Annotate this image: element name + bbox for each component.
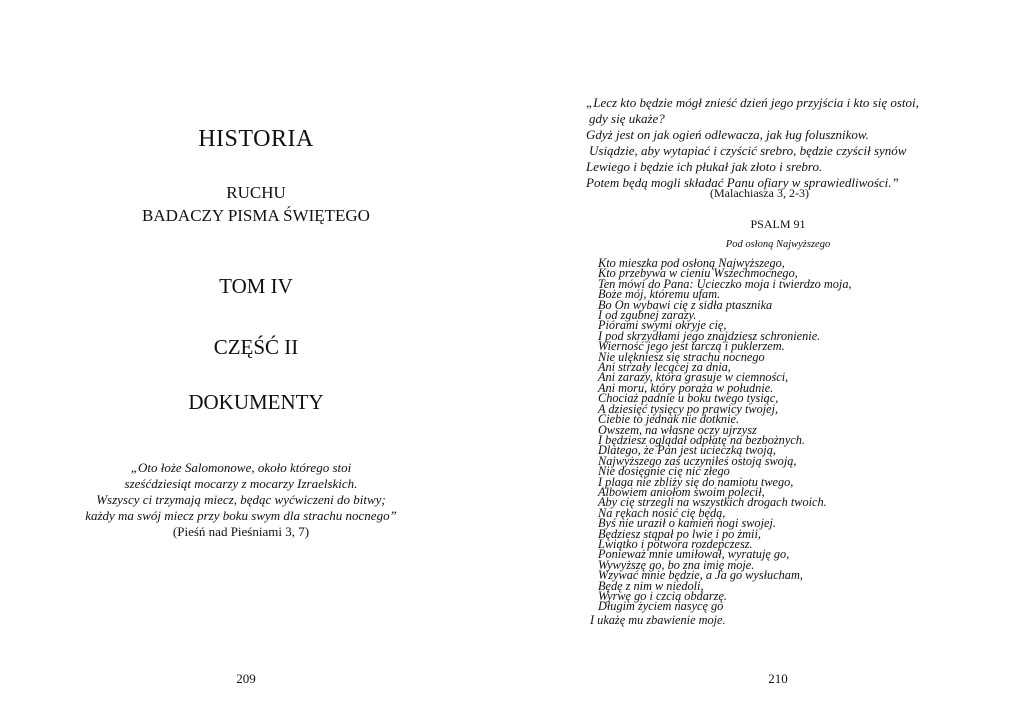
book-subtitle-line-2: BADACZY PISMA ŚWIĘTEGO xyxy=(142,206,370,225)
psalm-line: Ten mówi do Pana: Ucieczko moja i twierdzo moja, xyxy=(598,276,852,291)
malachi-quote xyxy=(586,95,1016,191)
page-number-left: 209 xyxy=(236,671,256,686)
motto-line: „Oto łoże Salomonowe, około którego stoi xyxy=(130,460,352,475)
volume-heading: TOM IV xyxy=(219,274,293,298)
psalm-line: Bo On wybawi cię z sidła ptasznika xyxy=(598,297,773,312)
psalm-line: I od zgubnej zarazy. xyxy=(598,308,697,323)
psalm-line: Ciebie to jednak nie dotknie. xyxy=(598,412,740,427)
psalm-line: Wyrwę go i czcią obdarzę. xyxy=(598,589,727,603)
malachi-line: Usiądzie, aby wytapiać i czyścić srebro, będzie czyścił synów xyxy=(589,143,907,158)
motto-line: Wszyscy ci trzymają miecz, będąc wyćwiczeni do bitwy; xyxy=(96,492,386,507)
psalm-subtitle: Pod osłoną Najwyższego xyxy=(725,239,831,250)
psalm-line: Na rękach nosić cię będą, xyxy=(598,505,726,520)
part-heading: CZĘŚĆ II xyxy=(213,335,299,359)
psalm-line: Ponieważ mnie umiłował, wyratuję go, xyxy=(598,547,790,562)
psalm-line: Albowiem aniołom swoim polecił, xyxy=(598,484,765,499)
psalm-title: PSALM 91 xyxy=(750,217,806,231)
section-heading: DOKUMENTY xyxy=(188,390,324,414)
psalm-line: Kto przebywa w cieniu Wszechmocnego, xyxy=(598,266,798,281)
psalm-text xyxy=(590,256,852,627)
motto-line: każdy ma swój miecz przy boku swym dla strachu nocnego” xyxy=(85,508,397,523)
psalm-line: Będę z nim w niedoli, xyxy=(598,578,704,593)
psalm-line: I będziesz oglądał odpłatę na bezbożnych. xyxy=(598,432,805,447)
psalm-line: Piórami swymi okryje cię, xyxy=(598,318,727,333)
book-title: HISTORIA xyxy=(198,126,314,152)
psalm-line: Będziesz stąpał po lwie i po żmii, xyxy=(598,526,761,541)
psalm-line: I plaga nie zbliży się do namiotu twego, xyxy=(598,474,794,489)
malachi-line: Lewiego i będzie ich płukał jak złoto i srebro. xyxy=(586,159,823,174)
malachi-line: gdy się ukaże? xyxy=(589,111,665,126)
psalm-line: Ani zarazy, która grasuje w ciemności, xyxy=(598,370,789,385)
motto-quote xyxy=(0,460,512,540)
psalm-line: Boże mój, któremu ufam. xyxy=(598,287,721,302)
psalm-line: I pod skrzydłami jego znajdziesz schronienie. xyxy=(598,328,821,343)
book-subtitle-line-1: RUCHU xyxy=(226,183,286,202)
psalm-line: Ani strzały lecącej za dnia, xyxy=(598,360,731,375)
psalm-line: Wzywać mnie będzie, a Ja go wysłucham, xyxy=(598,568,803,583)
psalm-line: Lwiątko i potwora rozdepczesz. xyxy=(598,536,753,551)
psalm-line: A dziesięć tysięcy po prawicy twojej, xyxy=(598,401,779,416)
psalm-line: Wierność jego jest tarczą i puklerzem. xyxy=(598,339,785,354)
psalm-line: Nie ulękniesz się strachu nocnego xyxy=(598,349,765,364)
page-number-right: 210 xyxy=(768,671,788,686)
right-page xyxy=(512,0,1024,724)
psalm-line: Owszem, na własne oczy ujrzysz xyxy=(598,422,757,437)
psalm-line: Kto mieszka pod osłoną Najwyższego, xyxy=(598,256,785,270)
psalm-line: Aby cię strzegli na wszystkich drogach twoich. xyxy=(598,495,827,510)
malachi-line: „Lecz kto będzie mógł znieść dzień jego przyjścia i kto się ostoi, xyxy=(586,95,919,110)
psalm-line: Byś nie uraził o kamień nogi swojej. xyxy=(598,516,776,531)
psalm-line: Ani moru, który poraża w południe. xyxy=(598,380,774,395)
motto-line: sześćdziesiąt mocarzy z mocarzy Izraelskich. xyxy=(124,476,358,491)
psalm-line: Długim życiem nasycę go xyxy=(598,599,724,614)
psalm-line: Nie dosięgnie cię nic złego xyxy=(598,464,730,479)
psalm-line: Dlatego, że Pan jest ucieczką twoją, xyxy=(598,443,776,458)
psalm-line: Chociaż padnie u boku twego tysiąc, xyxy=(598,391,779,406)
motto-reference: (Pieśń nad Pieśniami 3, 7) xyxy=(172,524,310,539)
psalm-line: Najwyższego zaś uczyniłeś ostoją swoją, xyxy=(598,453,797,468)
psalm-line: I ukażę mu zbawienie moje. xyxy=(590,612,726,627)
malachi-line: Gdyż jest on jak ogień odlewacza, jak ług folusznikow. xyxy=(586,127,869,142)
malachi-reference: (Malachiasza 3, 2-3) xyxy=(710,186,809,200)
malachi-line: Potem będą mogli składać Panu ofiary w sprawiedliwości.” xyxy=(586,175,899,190)
psalm-line: Wywyższę go, bo zna imię moje. xyxy=(598,557,755,572)
